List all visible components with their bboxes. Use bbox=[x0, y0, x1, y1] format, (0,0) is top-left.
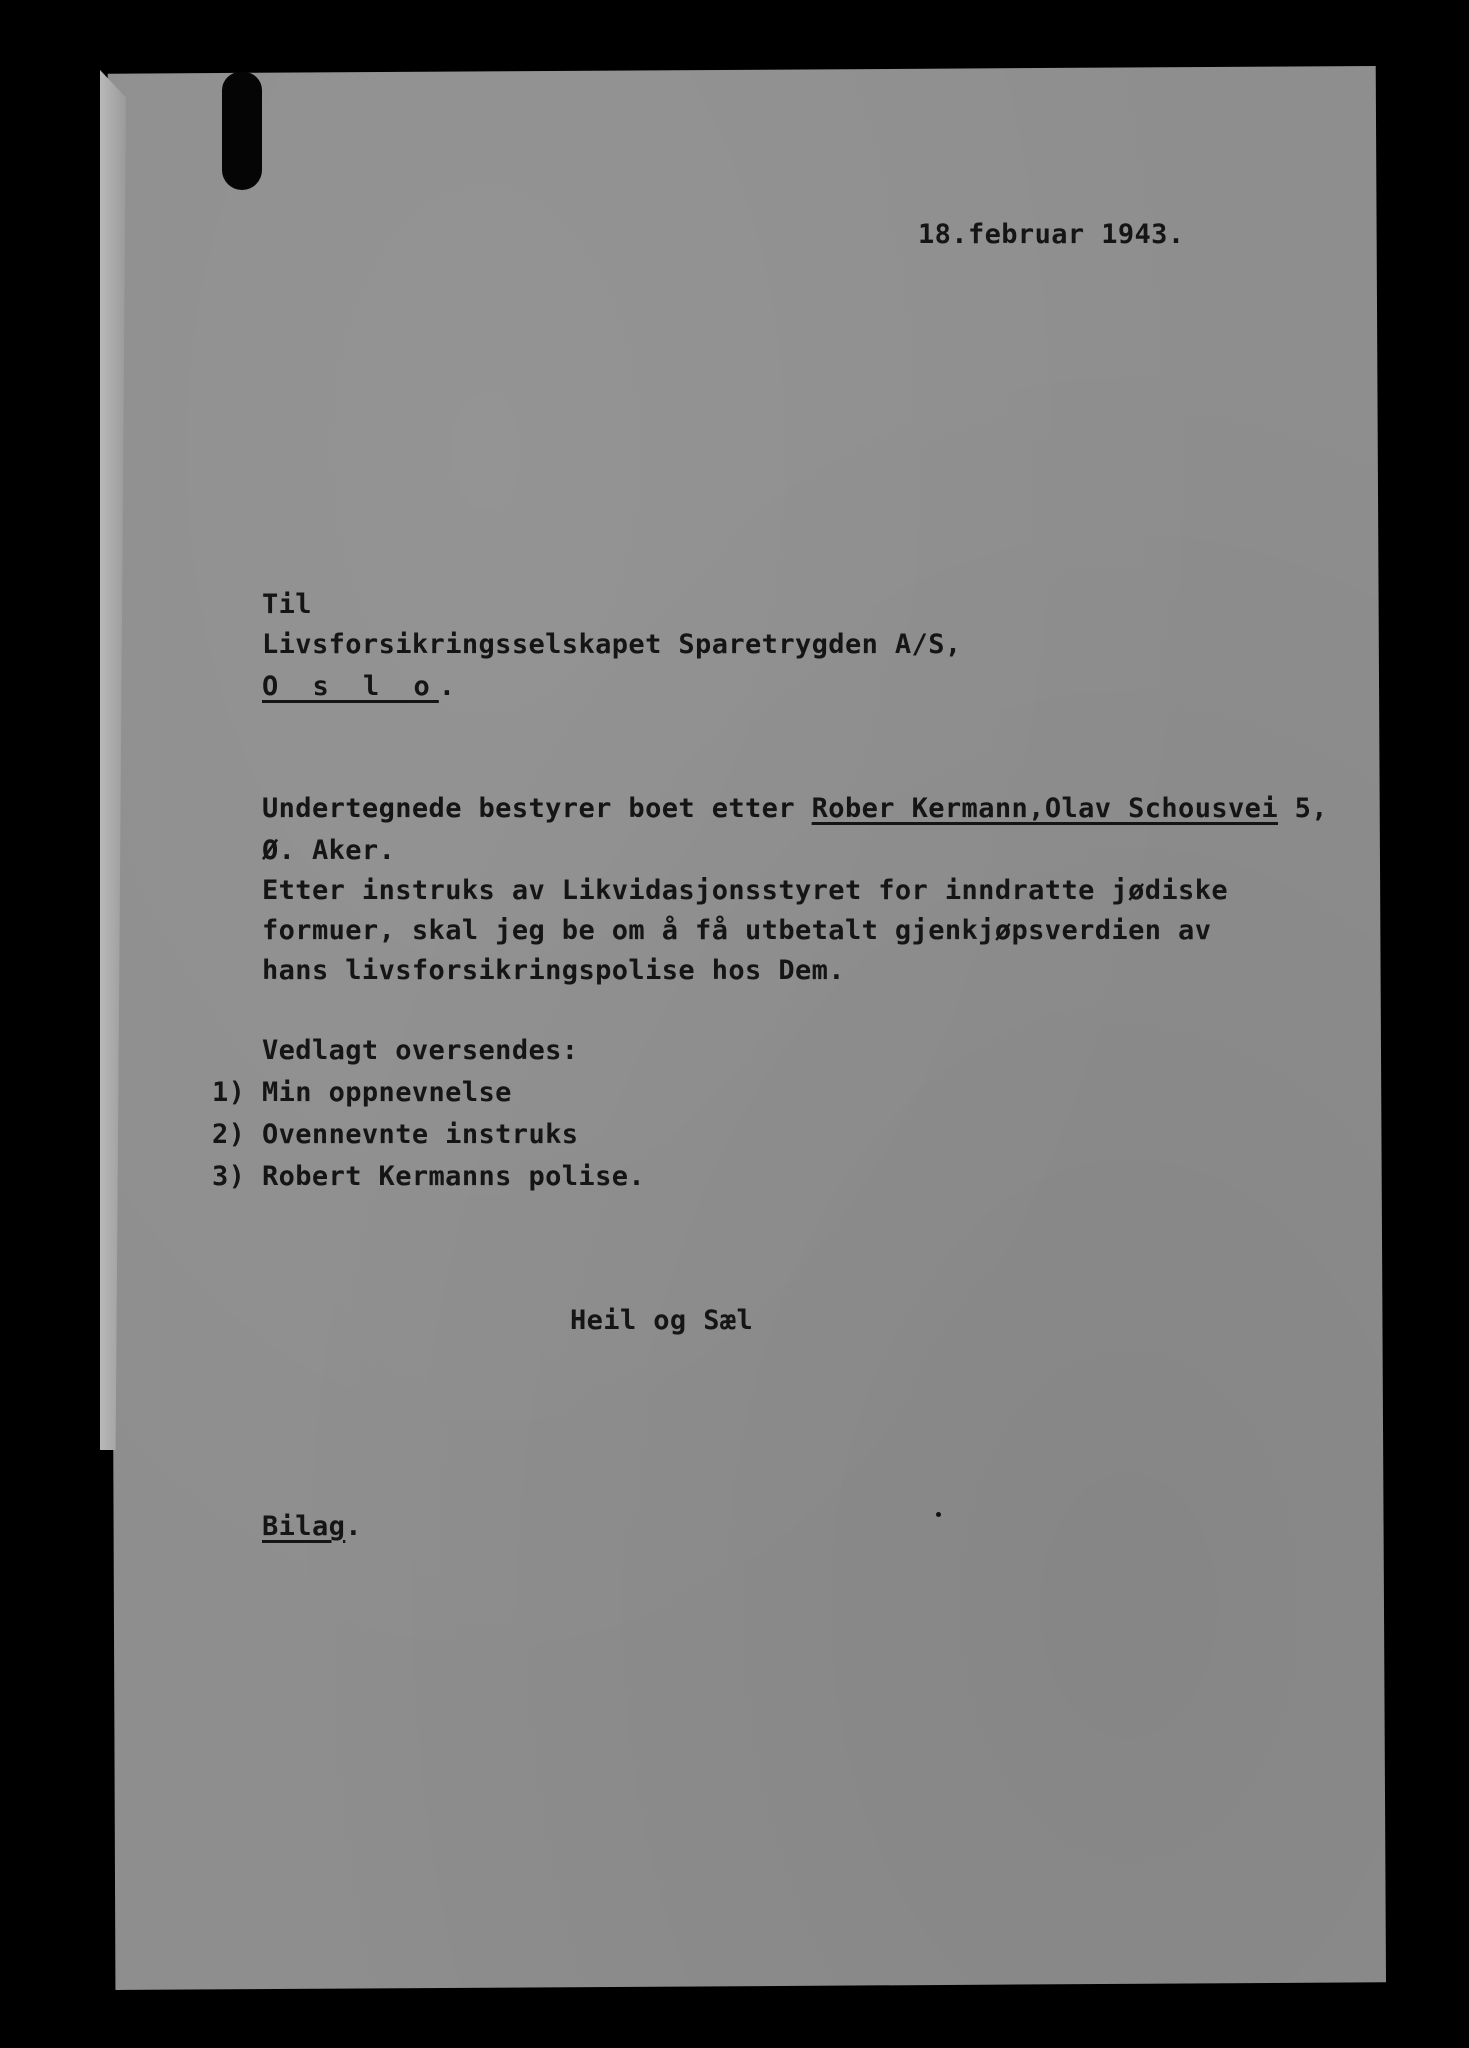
enclosure-text: Ovennevnte instruks bbox=[261, 1119, 579, 1150]
punch-hole bbox=[222, 72, 262, 190]
body-line-1 bbox=[262, 788, 1328, 829]
enclosure-item bbox=[212, 1156, 645, 1197]
enclosure-number: 1) bbox=[212, 1077, 246, 1108]
attachment-line bbox=[262, 1506, 362, 1547]
enclosure-text: Robert Kermanns polise. bbox=[261, 1161, 646, 1192]
ink-speck bbox=[936, 1512, 941, 1517]
attachment-trail: . bbox=[345, 1511, 362, 1542]
paper-sheet bbox=[100, 66, 1386, 1990]
body-line-5: hans livsforsikringspolise hos Dem. bbox=[262, 955, 845, 986]
recipient-to: Til bbox=[262, 589, 312, 620]
recipient-company: Livsforsikringsselskapet Sparetrygden A/S, bbox=[262, 629, 962, 660]
closing-salutation: Heil og Sæl bbox=[570, 1305, 754, 1336]
letter-date: 18.februar 1943. bbox=[918, 219, 1185, 250]
enclosure-item bbox=[212, 1072, 512, 1113]
deceased-name-address: Rober Kermann,Olav Schousvei bbox=[811, 793, 1278, 824]
enclosure-number: 2) bbox=[212, 1119, 246, 1150]
body-line-4: formuer, skal jeg be om å få utbetalt gjenkjøpsverdien av bbox=[262, 915, 1212, 946]
body-line-1-end: 5, bbox=[1278, 793, 1328, 824]
enclosure-number: 3) bbox=[212, 1161, 246, 1192]
recipient-city-line bbox=[262, 666, 455, 707]
enclosure-text: Min oppnevnelse bbox=[261, 1077, 512, 1108]
enclosure-item bbox=[212, 1114, 578, 1155]
attachment-label: Bilag bbox=[262, 1511, 346, 1542]
recipient-city-trail: . bbox=[438, 671, 456, 702]
body-line-2: Ø. Aker. bbox=[262, 835, 396, 866]
body-line-3: Etter instruks av Likvidasjonsstyret for inndratte jødiske bbox=[262, 875, 1229, 906]
enclosures-heading: Vedlagt oversendes: bbox=[262, 1035, 579, 1066]
recipient-city: O s l o bbox=[262, 671, 439, 702]
body-line-1-start: Undertegnede bestyrer boet etter bbox=[262, 793, 812, 824]
